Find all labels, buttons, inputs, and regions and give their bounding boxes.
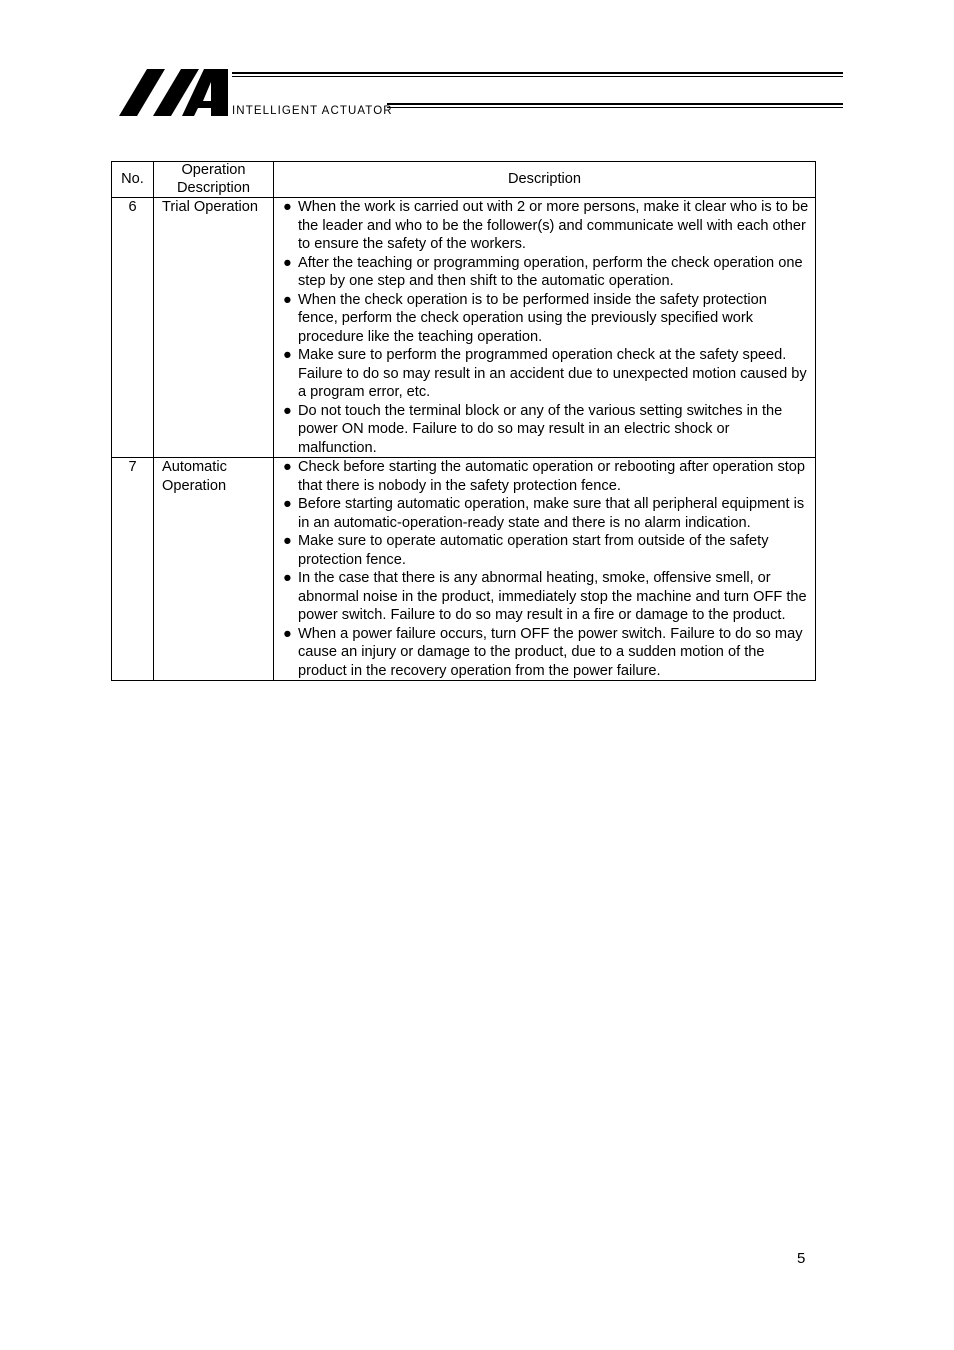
list-item-text: In the case that there is any abnormal heating, smoke, offensive smell, or abnormal noise in the product, immediately stop the machine and turn OFF the power switch. Failure to do so may result in a fire or damage to the product. xyxy=(298,570,807,623)
list-item xyxy=(283,458,809,495)
list-item xyxy=(283,254,809,291)
table-row xyxy=(112,198,816,458)
bullet-icon: ● xyxy=(283,402,292,419)
bullet-icon: ● xyxy=(283,496,292,512)
safety-table xyxy=(111,161,816,681)
row-number: 7 xyxy=(112,458,154,681)
list-item-text: Make sure to perform the programmed operation check at the safety speed. Failure to do so may result in an accident due to unexpected motion caused by a program error, etc. xyxy=(298,347,807,400)
column-header-operation: Operation Description xyxy=(154,162,274,198)
page-number: 5 xyxy=(797,1250,806,1267)
list-item-text: Make sure to operate automatic operation start from outside of the safety protection fence. xyxy=(298,533,769,568)
list-item xyxy=(283,495,809,532)
table-row xyxy=(112,458,816,681)
bullet-icon: ● xyxy=(283,533,292,549)
iai-logo-icon xyxy=(116,68,230,118)
table-header-row xyxy=(112,162,816,198)
bullet-icon: ● xyxy=(283,254,292,271)
page-header xyxy=(0,0,954,130)
column-header-description: Description xyxy=(274,162,816,198)
operation-name: Trial Operation xyxy=(154,198,274,458)
header-rule xyxy=(232,76,843,77)
bullet-icon: ● xyxy=(283,625,292,642)
bullet-icon: ● xyxy=(283,570,292,586)
bullet-icon: ● xyxy=(283,459,292,475)
bullet-list xyxy=(283,458,809,680)
list-item xyxy=(283,198,809,254)
brand-name: INTELLIGENT ACTUATOR xyxy=(232,105,393,117)
list-item xyxy=(283,625,809,681)
list-item xyxy=(283,291,809,347)
row-number: 6 xyxy=(112,198,154,458)
list-item-text: Before starting automatic operation, make sure that all peripheral equipment is in an automatic-operation-ready state and there is no alarm indication. xyxy=(298,496,805,531)
list-item-text: Do not touch the terminal block or any of the various setting switches in the power ON mode. Failure to do so may result in an electric shock or malfunction. xyxy=(298,402,783,456)
bullet-icon: ● xyxy=(283,199,292,215)
list-item-text: When a power failure occurs, turn OFF the power switch. Failure to do so may cause an injury or damage to the product, due to a sudden motion of the product in the recovery operation from the power failure. xyxy=(298,625,803,679)
list-item xyxy=(283,569,809,625)
list-item xyxy=(283,346,809,402)
operation-name: Automatic Operation xyxy=(154,458,274,681)
header-rule xyxy=(232,72,843,74)
list-item-text: After the teaching or programming operation, perform the check operation one step by one step and then shift to the automatic operation. xyxy=(298,254,803,289)
bullet-list xyxy=(283,198,809,457)
list-item-text: Check before starting the automatic operation or rebooting after operation stop that there is nobody in the safety protection fence. xyxy=(298,459,806,494)
column-header-no: No. xyxy=(112,162,154,198)
header-rule xyxy=(387,107,843,108)
list-item-text: When the work is carried out with 2 or more persons, make it clear who is to be the leader and who to be the follower(s) and communicate well with each other to ensure the safety of the workers. xyxy=(298,199,809,252)
description-cell xyxy=(274,198,816,458)
bullet-icon: ● xyxy=(283,347,292,363)
bullet-icon: ● xyxy=(283,291,292,308)
list-item xyxy=(283,532,809,569)
list-item xyxy=(283,402,809,458)
header-rule xyxy=(387,103,843,105)
list-item-text: When the check operation is to be performed inside the safety protection fence, perform the check operation using the previously specified work procedure like the teaching operation. xyxy=(298,291,767,345)
description-cell xyxy=(274,458,816,681)
